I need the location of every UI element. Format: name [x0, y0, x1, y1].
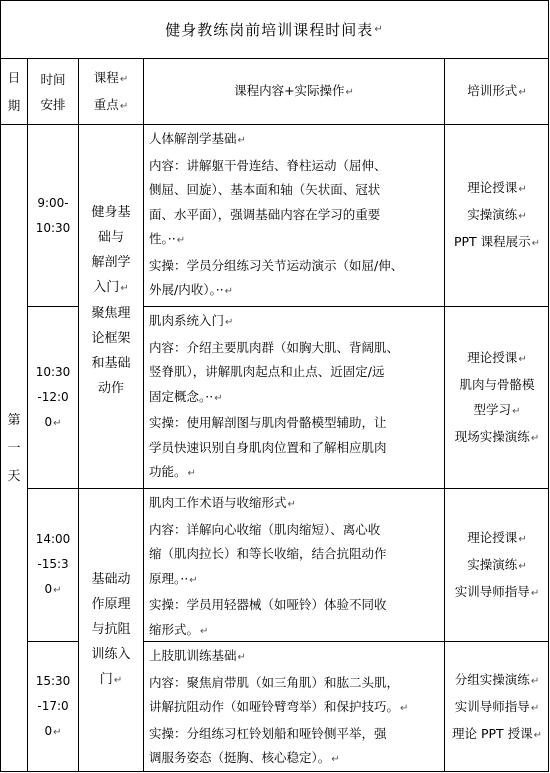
text-segment: 健身基: [91, 205, 131, 220]
text-segment: 14:00: [35, 532, 71, 546]
session-4-content: [143, 641, 444, 772]
text-segment: 期: [7, 97, 21, 113]
text-segment: ↵: [119, 100, 129, 112]
text-segment: 理论 PPT 授课: [451, 725, 533, 741]
text-segment: 10:30: [35, 364, 71, 379]
text-segment: 基础动: [91, 572, 131, 587]
text-segment: 9:00-: [37, 195, 69, 210]
text-segment: 面、水平面），强调基础内容在学习的重要: [149, 206, 381, 222]
session-4-form: [444, 641, 549, 772]
text-segment: 安排: [40, 96, 66, 112]
text-segment: ↵: [119, 73, 129, 85]
text-segment: 0: [44, 724, 53, 738]
text-segment: 固定概念。··: [149, 388, 214, 404]
text-segment: 理论授课: [467, 349, 518, 365]
text-segment: 分组实操演练: [454, 671, 530, 687]
text-segment: ↵: [518, 533, 527, 545]
text-segment: 竖脊肌），讲解肌肉起点和止点、近固定/远: [149, 364, 385, 379]
text-segment: ↵: [518, 184, 527, 195]
text-segment: 学员快速识别自身肌肉位置和了解相应肌肉: [149, 439, 387, 455]
text-segment: 外展/内收）。··: [149, 282, 224, 297]
text-segment: 础与: [97, 230, 124, 245]
session-3-time: [27, 488, 78, 641]
text-segment: ↵: [237, 135, 246, 146]
text-segment: 0: [44, 582, 53, 596]
focus-block-2: [78, 488, 143, 772]
text-segment: 训练入: [91, 647, 131, 662]
header-content: [143, 58, 444, 124]
text-segment: 门: [99, 672, 113, 687]
text-segment: ↵: [345, 87, 354, 98]
header-form: [444, 58, 549, 124]
text-segment: 现场实操演练: [454, 428, 530, 444]
text-segment: 内容：详解向心收缩（肌肉缩短）、离心收: [149, 521, 381, 537]
text-segment: ↵: [225, 317, 234, 328]
text-segment: 侧屈、回旋）、基本面和轴（矢状面、冠状: [149, 182, 381, 197]
text-segment: ↵: [224, 286, 234, 297]
header-focus: [78, 58, 143, 124]
text-segment: 时间: [40, 71, 66, 87]
text-segment: -15:3: [37, 557, 69, 571]
text-segment: 调服务姿态（挺胸、核心稳定）。: [149, 750, 331, 765]
text-segment: 实操演练: [467, 207, 518, 222]
text-segment: 0: [44, 414, 53, 429]
text-segment: 理论授课: [467, 180, 518, 195]
text-segment: ↵: [530, 587, 540, 599]
text-segment: 天: [7, 468, 21, 484]
session-1-content: [143, 124, 444, 306]
text-segment: 功能。: [149, 464, 187, 479]
text-segment: 聚焦理: [91, 306, 131, 321]
text-segment: 上肢肌训练基础: [149, 648, 237, 663]
text-segment: 解剖学: [91, 255, 131, 270]
focus-block-1: [78, 124, 143, 488]
text-segment: ↵: [530, 702, 540, 714]
text-segment: 实训导师指导: [454, 698, 530, 714]
text-segment: 实操：使用解剖图与肌肉骨骼模型辅助，让: [149, 415, 387, 430]
text-segment: ↵: [53, 727, 62, 738]
text-segment: 论框架: [91, 331, 131, 346]
text-segment: ↵: [189, 574, 198, 586]
text-segment: ↵: [287, 499, 296, 510]
text-segment: ↵: [53, 417, 62, 429]
text-segment: 肌肉系统入门: [149, 313, 225, 328]
session-1-time: [27, 124, 78, 306]
header-date: [0, 58, 27, 124]
text-segment: ↵: [518, 87, 527, 98]
text-segment: ↵: [374, 24, 384, 35]
text-segment: ↵: [512, 405, 521, 417]
text-segment: ↵: [530, 675, 540, 687]
text-segment: ↵: [531, 238, 541, 249]
text-segment: ↵: [518, 211, 527, 222]
text-segment: ↵: [53, 585, 62, 596]
text-segment: ↵: [113, 675, 123, 686]
text-segment: 课程内容+实际操作: [234, 83, 345, 98]
text-segment: 与抗阻: [91, 622, 131, 637]
text-segment: 15:30: [35, 674, 71, 688]
text-segment: 入门: [93, 280, 120, 295]
text-segment: ↵: [187, 468, 196, 479]
header-time: [27, 58, 78, 124]
text-segment: ↵: [400, 703, 409, 714]
text-segment: ↵: [533, 729, 543, 741]
text-segment: PPT 课程展示: [453, 234, 531, 249]
text-segment: ↵: [214, 392, 223, 404]
text-segment: 原理。··: [149, 570, 189, 586]
text-segment: 实训导师指导: [454, 583, 530, 599]
text-segment: 一: [7, 440, 21, 456]
text-segment: ↵: [331, 754, 340, 765]
text-segment: 实操：分组练习杠铃划船和哑铃侧平举，强: [149, 725, 387, 741]
text-segment: 实操演练: [467, 556, 518, 572]
text-segment: -17:0: [37, 699, 69, 713]
text-segment: 重点: [93, 96, 119, 112]
session-3-form: [444, 488, 549, 641]
text-segment: ↵: [530, 432, 540, 444]
text-segment: ↵: [200, 625, 209, 637]
text-segment: ↵: [518, 353, 527, 365]
text-segment: 性。··: [149, 231, 176, 246]
text-segment: 作原理: [91, 597, 131, 612]
day-label: [0, 124, 27, 772]
text-segment: 理论授课: [467, 529, 518, 545]
text-segment: 讲解抗阻动作（如哑铃臂弯举）和保护技巧。: [149, 699, 400, 714]
text-segment: 实操：学员分组练习关节运动演示（如屈/伸、: [149, 257, 404, 273]
session-2-form: [444, 306, 549, 488]
session-2-time: [27, 306, 78, 488]
text-segment: 培训形式: [467, 83, 518, 98]
table-title-text: 健身教练岗前培训课程时间表: [165, 21, 374, 39]
text-segment: 第: [7, 412, 21, 428]
text-segment: 肌肉与骨骼模: [459, 376, 535, 392]
text-segment: ↵: [237, 652, 246, 663]
text-segment: 内容：介绍主要肌肉群（如胸大肌、背阔肌、: [149, 339, 400, 355]
text-segment: 肌肉工作术语与收缩形式: [149, 495, 287, 510]
session-1-form: [444, 124, 549, 306]
text-segment: 动作: [97, 381, 124, 396]
session-2-content: [143, 306, 444, 488]
text-segment: 实操：学员用轻器械（如哑铃）体验不同收: [149, 597, 387, 612]
text-segment: 缩形式。: [149, 621, 200, 637]
text-segment: 和基础: [91, 356, 131, 371]
text-segment: -12:0: [37, 389, 69, 404]
text-segment: 日: [7, 69, 21, 85]
text-segment: 10:30: [35, 220, 71, 235]
text-segment: 课程: [93, 69, 119, 85]
text-segment: 人体解剖学基础: [149, 131, 237, 146]
table-right-border: [548, 0, 549, 772]
text-segment: ↵: [518, 560, 527, 572]
session-3-content: [143, 488, 444, 641]
session-4-time: [27, 641, 78, 772]
text-segment: 缩（肌肉拉长）和等长收缩，结合抗阻动作: [149, 546, 387, 561]
text-segment: 内容：聚焦肩带肌（如三角肌）和肱二头肌，: [149, 674, 400, 690]
text-segment: 型学习: [473, 401, 512, 417]
text-segment: 内容：讲解躯干骨连结、脊柱运动（屈伸、: [149, 157, 387, 173]
text-segment: ↵: [176, 235, 186, 246]
table-title: [0, 0, 549, 58]
text-segment: ↵: [120, 283, 129, 294]
